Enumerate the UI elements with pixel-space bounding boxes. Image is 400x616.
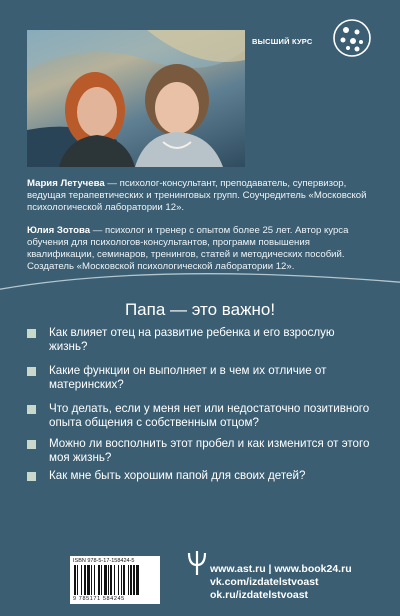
barcode-bar [136, 565, 139, 595]
dots-circle-icon [332, 18, 372, 58]
square-bullet-icon [27, 367, 36, 376]
bio-name: Мария Летучева [27, 178, 105, 189]
question-text: Можно ли восполнить этот пробел и как изменится от этого моя жизнь? [49, 437, 370, 464]
barcode-bar [128, 565, 129, 595]
barcode-bar [81, 565, 82, 595]
barcode-bar [133, 565, 135, 595]
series-badge [252, 18, 372, 58]
link-vk[interactable]: vk.com/izdatelstvoast [210, 576, 319, 588]
barcode-bar [114, 565, 115, 595]
bio-letucheva [27, 178, 377, 214]
list-item [27, 402, 372, 437]
barcode-bar [94, 565, 95, 595]
series-label: ВЫСШИЙ КУРС [252, 37, 313, 46]
bio-text: — психолог и тренер с опытом более 25 лет. Автор курса обучения для психологов-консультантов, программ повышения квалификации, семинаров, тренингов, статей и методических пособий. Создатель «Московской психологической лаборатории 12». [27, 225, 349, 272]
authors-photo [27, 30, 245, 167]
question-text: Как влияет отец на развитие ребенка и его взрослую жизнь? [49, 326, 335, 353]
link-websites[interactable]: www.ast.ru | www.book24.ru [210, 563, 352, 575]
square-bullet-icon [27, 329, 36, 338]
barcode-bar [101, 565, 102, 595]
barcode-bar [98, 565, 100, 595]
barcode-number: 9 785171 584245 [73, 596, 125, 602]
barcode-bar [110, 565, 112, 595]
barcode [70, 556, 160, 604]
link-ok[interactable]: ok.ru/izdatelstvoast [210, 589, 309, 601]
barcode-bar [77, 565, 78, 595]
barcode-bars [73, 565, 157, 595]
square-bullet-icon [27, 440, 36, 449]
list-item [27, 364, 372, 402]
list-item [27, 326, 372, 364]
barcode-bar [74, 565, 76, 595]
square-bullet-icon [27, 405, 36, 414]
headline: Папа — это важно! [124, 300, 276, 319]
barcode-bar [123, 565, 125, 595]
barcode-bar [104, 565, 107, 595]
bio-name: Юлия Зотова [27, 225, 91, 236]
question-list [27, 326, 372, 489]
decorative-curve [0, 265, 400, 295]
barcode-bar [130, 565, 132, 595]
barcode-bar [91, 565, 92, 595]
barcode-bar [84, 565, 86, 595]
bio-text: — психолог-консультант, преподаватель, супервизор, ведущая терапевтических и тренинговых групп. Соучредитель «Московской психологической лаборатории 12». [27, 178, 367, 213]
isbn: ISBN 978-5-17-158424-5 [73, 558, 135, 564]
barcode-bar [118, 565, 119, 595]
question-text: Что делать, если у меня нет или недостаточно позитивного опыта общения с собственным отцом? [49, 402, 370, 429]
list-item [27, 469, 372, 489]
publisher-links [210, 563, 352, 602]
question-text: Как мне быть хорошим папой для своих детей? [49, 469, 306, 482]
square-bullet-icon [27, 472, 36, 481]
barcode-bar [108, 565, 109, 595]
list-item [27, 437, 372, 469]
barcode-bar [121, 565, 122, 595]
psi-logo-icon [187, 549, 207, 577]
question-text: Какие функции он выполняет и в чем их отличие от материнских? [49, 364, 327, 391]
barcode-bar [87, 565, 90, 595]
